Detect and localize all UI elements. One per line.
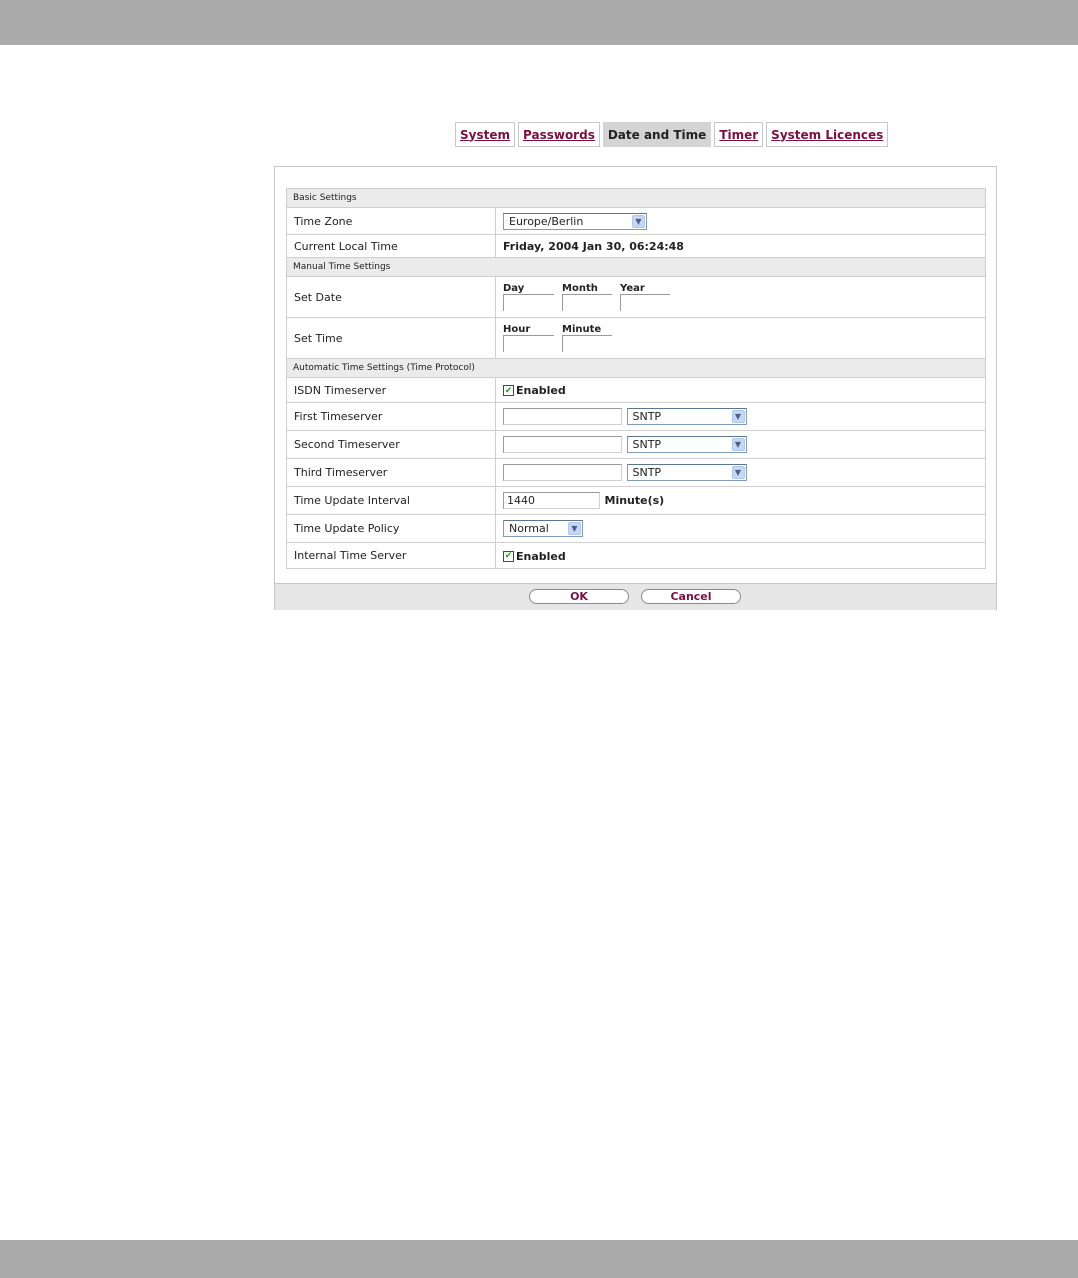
day-caption: Day xyxy=(503,283,554,295)
tab-passwords[interactable] xyxy=(518,122,600,147)
month-field[interactable] xyxy=(562,283,612,311)
isdn-timeserver-label: ISDN Timeserver xyxy=(287,378,496,403)
time-update-policy-select[interactable] xyxy=(503,520,583,537)
isdn-timeserver-toggle[interactable] xyxy=(503,384,566,397)
chevron-down-icon[interactable]: ▼ xyxy=(732,466,745,479)
hour-caption: Hour xyxy=(503,324,554,336)
tab-system-link[interactable]: System xyxy=(460,127,510,142)
internal-time-server-enabled-text: Enabled xyxy=(516,549,566,563)
internal-time-server-toggle[interactable] xyxy=(503,550,566,563)
second-timeserver-protocol-select[interactable] xyxy=(627,436,747,453)
time-zone-value: Europe/Berlin xyxy=(509,214,584,228)
tab-timer[interactable] xyxy=(714,122,763,147)
third-timeserver-protocol-value: SNTP xyxy=(632,466,662,479)
third-timeserver-input[interactable] xyxy=(503,464,622,481)
time-update-interval-input[interactable]: 1440 xyxy=(503,492,600,509)
chevron-down-icon[interactable]: ▼ xyxy=(568,522,581,535)
internal-time-server-label: Internal Time Server xyxy=(287,543,496,569)
settings-form xyxy=(286,188,986,569)
chevron-down-icon[interactable]: ▼ xyxy=(732,410,745,423)
time-zone-label: Time Zone xyxy=(287,208,496,235)
third-timeserver-protocol-select[interactable] xyxy=(627,464,747,481)
year-field[interactable] xyxy=(620,283,670,311)
set-date-label: Set Date xyxy=(287,277,496,318)
settings-panel xyxy=(274,166,997,610)
checkmark-icon[interactable]: ✔ xyxy=(504,385,513,396)
day-field[interactable] xyxy=(503,283,554,311)
time-update-interval-unit: Minute(s) xyxy=(604,493,665,507)
month-caption: Month xyxy=(562,283,612,295)
tab-date-and-time-label: Date and Time xyxy=(607,127,707,142)
chevron-down-icon[interactable]: ▼ xyxy=(632,215,645,228)
second-timeserver-label: Second Timeserver xyxy=(287,431,496,459)
ok-button[interactable]: OK xyxy=(529,589,629,604)
hour-field[interactable] xyxy=(503,324,554,352)
time-update-interval-label: Time Update Interval xyxy=(287,487,496,515)
tab-timer-link[interactable]: Timer xyxy=(719,127,759,142)
second-timeserver-input[interactable] xyxy=(503,436,622,453)
time-update-policy-value: Normal xyxy=(509,522,549,535)
button-bar xyxy=(275,583,996,610)
tab-passwords-link[interactable]: Passwords xyxy=(523,127,595,142)
tab-system-licences-link[interactable]: System Licences xyxy=(771,127,884,142)
isdn-timeserver-enabled-text: Enabled xyxy=(516,384,566,398)
minute-field[interactable] xyxy=(562,324,612,352)
current-local-time-value: Friday, 2004 Jan 30, 06:24:48 xyxy=(496,235,986,258)
first-timeserver-protocol-value: SNTP xyxy=(632,410,662,423)
first-timeserver-label: First Timeserver xyxy=(287,403,496,431)
tab-system-licences[interactable] xyxy=(766,122,888,147)
tab-system[interactable] xyxy=(455,122,515,147)
year-input[interactable] xyxy=(620,295,670,311)
cancel-button[interactable]: Cancel xyxy=(641,589,741,604)
third-timeserver-label: Third Timeserver xyxy=(287,459,496,487)
top-bar xyxy=(0,0,1078,45)
first-timeserver-input[interactable] xyxy=(503,408,622,425)
section-basic-settings: Basic Settings xyxy=(287,189,986,208)
first-timeserver-protocol-select[interactable] xyxy=(627,408,747,425)
minute-caption: Minute xyxy=(562,324,612,336)
second-timeserver-protocol-value: SNTP xyxy=(632,438,662,451)
set-time-label: Set Time xyxy=(287,318,496,359)
year-caption: Year xyxy=(620,283,670,295)
month-input[interactable] xyxy=(562,295,612,311)
current-local-time-label: Current Local Time xyxy=(287,235,496,258)
time-update-policy-label: Time Update Policy xyxy=(287,515,496,543)
tab-bar xyxy=(455,122,888,147)
section-automatic-time-settings: Automatic Time Settings (Time Protocol) xyxy=(287,359,986,378)
day-input[interactable] xyxy=(503,295,554,311)
chevron-down-icon[interactable]: ▼ xyxy=(732,438,745,451)
section-manual-time-settings: Manual Time Settings xyxy=(287,258,986,277)
bottom-bar xyxy=(0,1240,1078,1278)
checkmark-icon[interactable]: ✔ xyxy=(504,551,513,562)
tab-date-and-time[interactable] xyxy=(603,122,711,147)
time-zone-select[interactable] xyxy=(503,213,647,230)
minute-input[interactable] xyxy=(562,336,612,352)
hour-input[interactable] xyxy=(503,336,554,352)
